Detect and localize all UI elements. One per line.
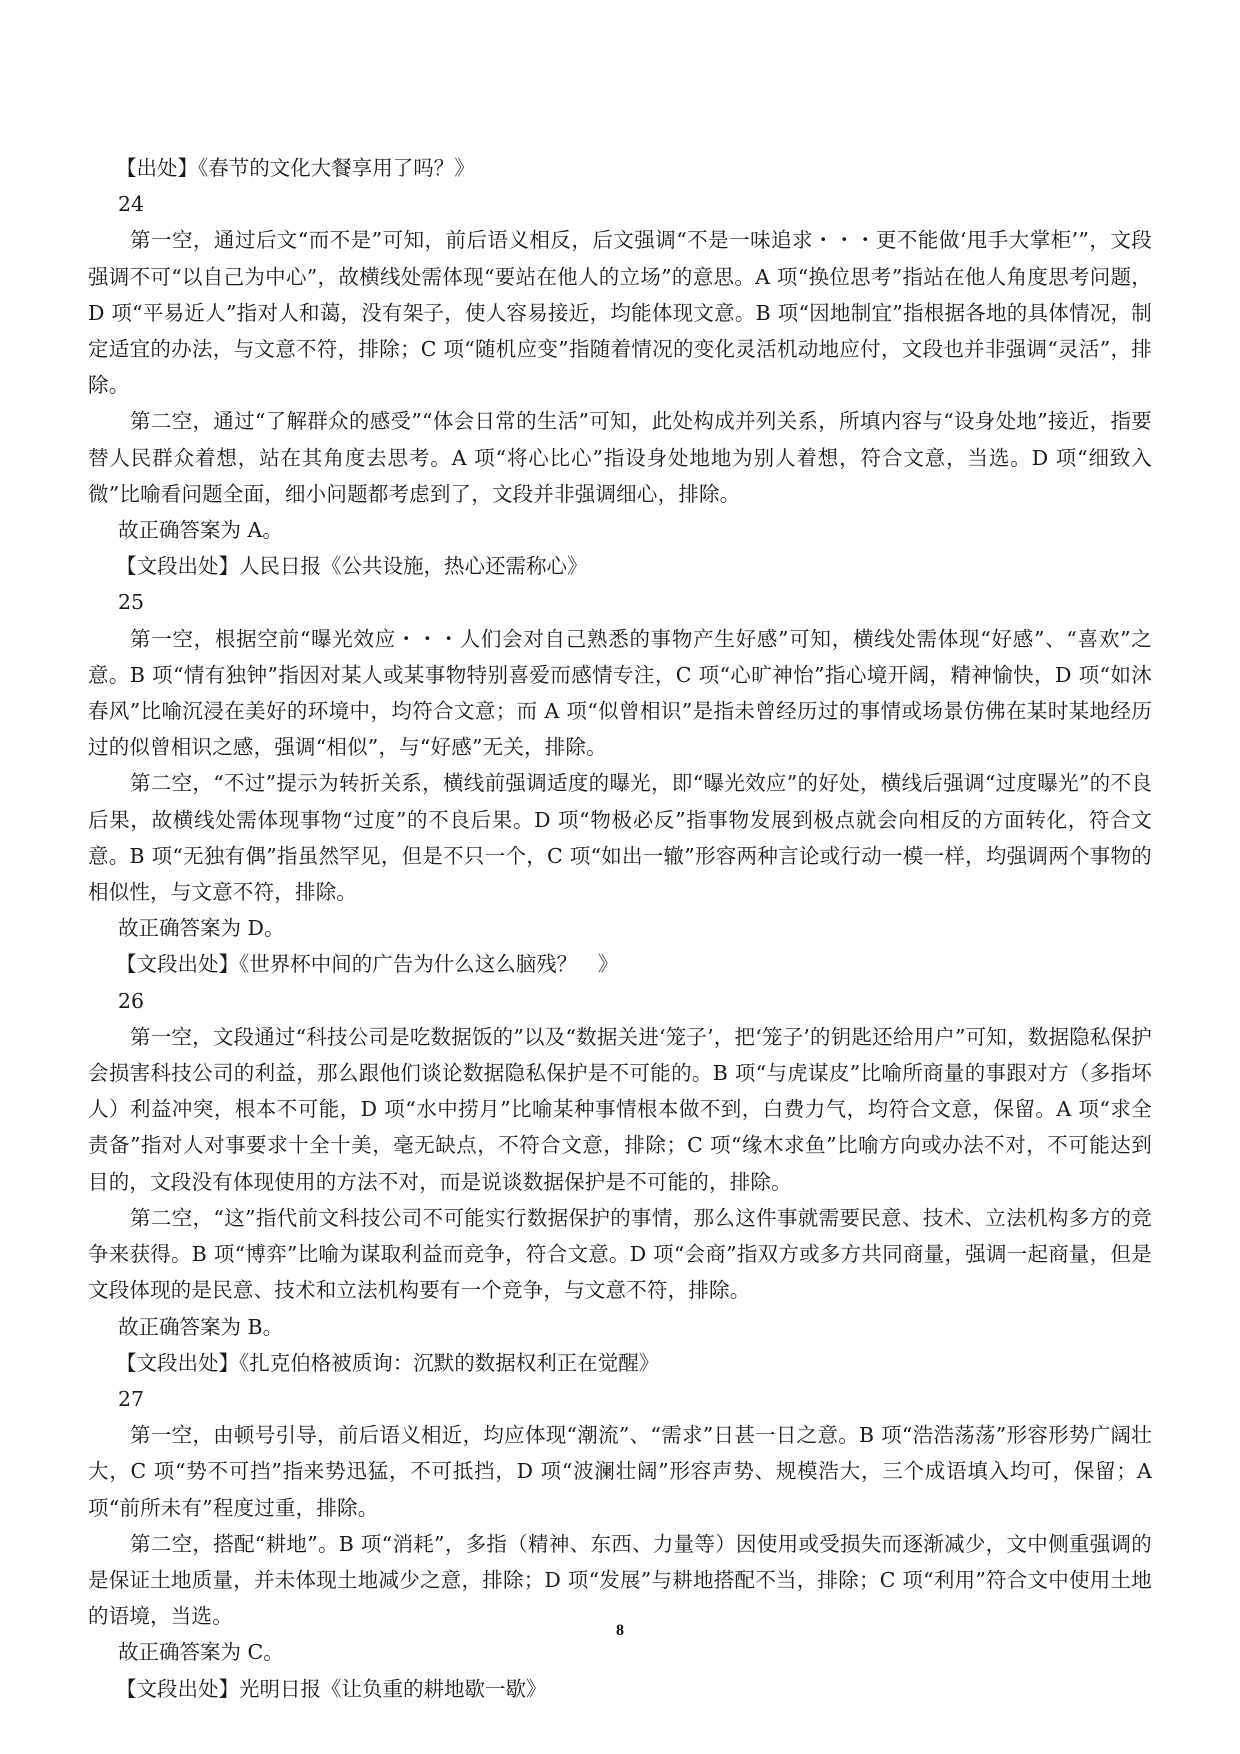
explanation-paragraph: 第一空，通过后文“而不是”可知，前后语义相反，后文强调“不是一味追求・・・更不能做‘甩手大掌柜’”，文段强调不可“以自己为中心”，故横线处需体现“要站在他人的立场”的意思。A 项“换位思考”指站在他人角度思考问题，D 项“平易近人”指对人和蔼，没有架子，使人容易接近，均能体现文意。B 项“因地制宜”指根据各地的具体情况，制定适宜的办法，与文意不符，排除；C 项“随机应变”指随着情况的变化灵活机动地应付，文段也并非强调“灵活”，排除。	[88, 228, 1152, 398]
explanation-paragraph: 第一空，由顿号引导，前后语义相近，均应体现“潮流”、“需求”日甚一日之意。B 项“浩浩荡荡”形容形势广阔壮大，C 项“势不可挡”指来势迅猛，不可抵挡，D 项“波澜壮阔”形容声势、规模浩大，三个成语填入均可，保留；A 项“前所未有”程度过重，排除。	[88, 1423, 1152, 1520]
question-25	[88, 584, 1152, 982]
answer-line: 故正确答案为 D。	[118, 916, 285, 941]
source-line: 【文段出处】《世界杯中间的广告为什么这么脑残？ 》	[116, 952, 619, 977]
answer-line: 故正确答案为 C。	[118, 1640, 284, 1665]
explanation-paragraph: 第二空，“不过”提示为转折关系，横线前强调适度的曝光，即“曝光效应”的好处，横线后强调“过度曝光”的不良后果，故横线处需体现事物“过度”的不良后果。D 项“物极必反”指事物发展到极点就会向相反的方面转化，符合文意。B 项“无独有偶”指虽然罕见，但是不只一个，C 项“如出一辙”形容两种言论或行动一模一样，均强调两个事物的相似性，与文意不符，排除。	[88, 771, 1152, 905]
explanation-paragraph: 第二空，通过“了解群众的感受”“体会日常的生活”可知，此处构成并列关系，所填内容与“设身处地”接近，指要替人民群众着想，站在其角度去思考。A 项“将心比心”指设身处地地为别人着想，符合文意，当选。D 项“细致入微”比喻看问题全面，细小问题都考虑到了，文段并非强调细心，排除。	[88, 409, 1152, 506]
question-number: 25	[118, 590, 145, 615]
explanation-paragraph: 第二空，搭配“耕地”。B 项“消耗”，多指（精神、东西、力量等）因使用或受损失而逐渐减少，文中侧重强调的是保证土地质量，并未体现土地减少之意，排除；D 项“发展”与耕地搭配不当，排除；C 项“利用”符合文中使用土地的语境，当选。	[88, 1531, 1152, 1629]
question-number: 27	[118, 1386, 145, 1411]
answer-line: 故正确答案为 B。	[118, 1314, 284, 1339]
document-page	[88, 150, 1152, 1707]
answer-line: 故正确答案为 A。	[118, 518, 283, 543]
intro-source-line: 【出处】《春节的文化大餐享用了吗？》	[116, 156, 475, 180]
explanation-paragraph: 第二空，“这”指代前文科技公司不可能实行数据保护的事情，那么这件事就需要民意、技术、立法机构多方的竞争来获得。B 项“博弈”比喻为谋取利益而竞争，符合文意。D 项“会商”指双方或多方共同商量，强调一起商量，但是文段体现的是民意、技术和立法机构要有一个竞争，与文意不符，排除。	[88, 1205, 1152, 1303]
question-number: 26	[118, 988, 145, 1013]
source-line: 【文段出处】《扎克伯格被质询：沉默的数据权利正在觉醒》	[116, 1350, 660, 1375]
page-number: 8	[616, 1622, 624, 1639]
question-26	[88, 983, 1152, 1381]
source-line: 【文段出处】光明日报《让负重的耕地歇一歇》	[116, 1676, 547, 1701]
question-27	[88, 1381, 1152, 1707]
question-24	[88, 186, 1152, 584]
question-number: 24	[118, 192, 145, 217]
explanation-paragraph: 第一空，文段通过“科技公司是吃数据饭的”以及“数据关进‘笼子’，把‘笼子’的钥匙还给用户”可知，数据隐私保护会损害科技公司的利益，那么跟他们谈论数据隐私保护是不可能的。B 项“与虎谋皮”比喻所商量的事跟对方（多指坏人）利益冲突，根本不可能，D 项“水中捞月”比喻某种事情根本做不到，白费力气，均符合文意，保留。A 项“求全责备”指对人对事要求十全十美，毫无缺点，不符合文意，排除；C 项“缘木求鱼”比喻方向或办法不对，不可能达到目的，文段没有体现使用的方法不对，而是说谈数据保护是不可能的，排除。	[88, 1024, 1152, 1194]
source-line: 【文段出处】人民日报《公共设施，热心还需称心》	[116, 554, 588, 579]
explanation-paragraph: 第一空，根据空前“曝光效应・・・人们会对自己熟悉的事物产生好感”可知，横线处需体现“好感”、“喜欢”之意。B 项“情有独钟”指因对某人或某事物特别喜爱而感情专注，C 项“心旷神怡”指心境开阔，精神愉快，D 项“如沐春风”比喻沉浸在美好的环境中，均符合文意；而 A 项“似曾相识”是指未曾经历过的事情或场景仿佛在某时某地经历过的似曾相识之感，强调“相似”，与“好感”无关，排除。	[88, 626, 1152, 760]
